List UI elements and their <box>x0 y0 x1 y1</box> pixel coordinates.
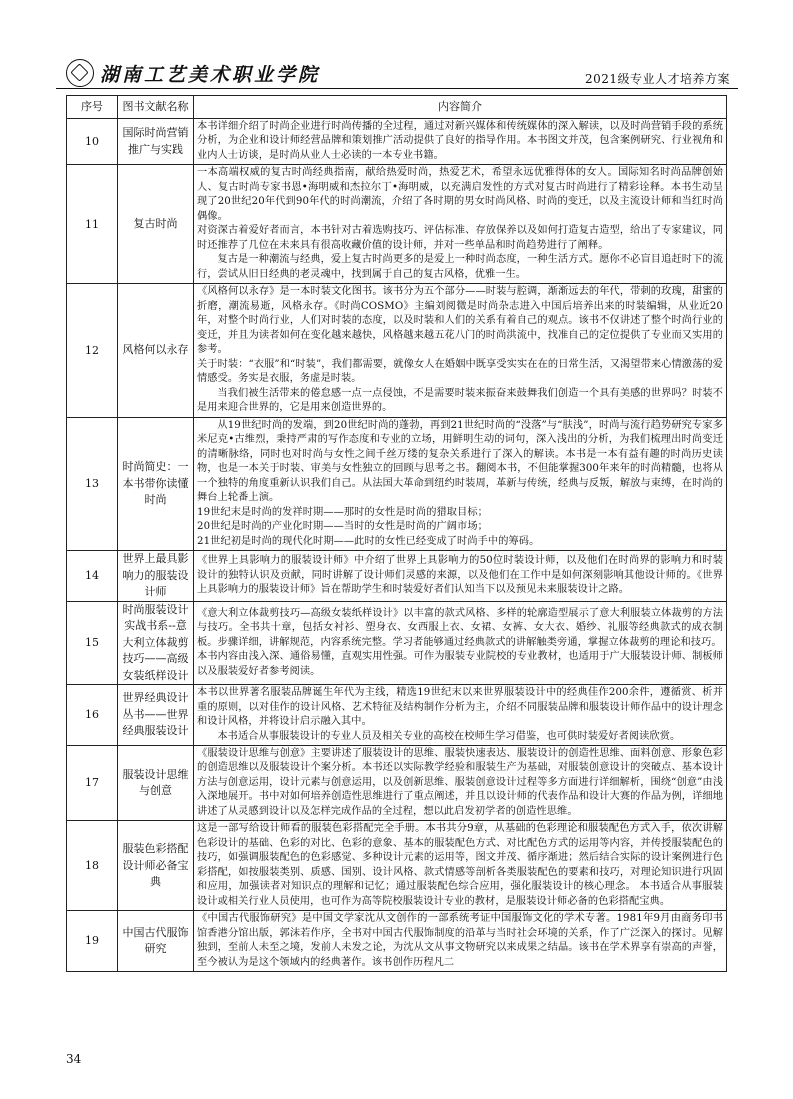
school-logo <box>66 60 320 86</box>
summary-paragraph: 关于时装：“衣服”和“时装”，我们都需要，就像女人在婚姻中既享受实实在在的日常生活，又渴望带来心情激荡的爱情感受。务实是衣服，务虚是时装。 <box>197 358 723 385</box>
page-header <box>56 58 738 90</box>
summary-paragraph: 一本高端权威的复古时尚经典指南，献给热爱时尚，热爱艺术，希望永远优雅得体的女人。国际知名时尚品牌创始人、复古时尚专家书恩•海明威和杰拉尔丁•海明威，以充满启发性的方式对复古时尚进行了精彩诠释。本书生动呈现了20世纪20年代到90年代的时尚潮流，介绍了各时期的男女时尚风格、时尚的变迁，以及主流设计师和当红时尚偶像。 <box>197 167 723 222</box>
school-name: 湖南工艺美术职业学院 <box>100 63 321 86</box>
plan-title: 2021级专业人才培养方案 <box>584 72 730 86</box>
row-number: 11 <box>67 165 118 284</box>
summary-paragraph: 本书适合从事服装设计的专业人员及相关专业的高校在校师生学习借鉴，也可供时装爱好者阅读欣赏。 <box>217 730 681 742</box>
summary-paragraph: 本书详细介绍了时尚企业进行时尚传播的全过程，通过对新兴媒体和传统媒体的深入解读，以及时尚营销手段的系统分析，为企业和设计师经营品牌和策划推广活动提供了良好的指导作用。本书图文并茂，包含案例研究、行业视角和业内人士访谈，是时尚从业人士必读的一本专业书籍。 <box>197 121 723 161</box>
book-summary <box>194 551 727 602</box>
book-summary <box>194 165 727 284</box>
header-rule <box>56 88 738 89</box>
summary-paragraph: 当我们被生活带来的倦怠感一点一点侵蚀，不是需要时装来振奋来鼓舞我们创造一个具有美感的世界吗？时装不是用来迎合世界的，它是用来创造世界的。 <box>197 387 723 414</box>
table-row <box>67 601 727 685</box>
page-number: 34 <box>66 1052 82 1066</box>
summary-paragraph: 从19世纪时尚的发端，到20世纪时尚的蓬勃，再到21世纪时尚的“没落”与“肤浅”，时尚与流行趋势研究专家多米尼克•古维烈，秉持严肃的写作态度和专业的立场，用鲜明生动的词句，深入浅出的分析，为我们梳理出时尚变迁的清晰脉络，同时也对时尚与女性之间千丝万缕的复杂关系进行了深入的解读。本书是一本有益有趣的时尚历史读物，也是一本关于时装、审美与女性独立的回顾与思考之书。翻阅本书，不但能掌握300年来年的时尚精髓，也将从一个独特的角度重新认识我们自己。从法国大革命到纽约时装周，革新与传统，经典与反叛，解放与束缚，在时尚的舞台上轮番上演。 <box>197 419 723 504</box>
row-number: 12 <box>67 284 118 417</box>
table-body <box>67 119 727 972</box>
row-number: 10 <box>67 119 118 165</box>
header-num: 序号 <box>67 96 118 119</box>
summary-paragraph: 对资深古着爱好者而言，本书针对古着选购技巧、评估标准、存放保养以及如何打造复古造型，给出了专家建议，同时还推荐了几位在未来具有很高收藏价值的设计师，并对一些单品和时尚趋势进行了阐释。 <box>197 225 723 251</box>
header-title: 图书文献名称 <box>118 96 194 119</box>
book-summary <box>194 685 727 746</box>
summary-paragraph: 《中国古代服饰研究》是中国文学家沈从文创作的一部系统考证中国服饰文化的学术专著。1981年9月由商务印书馆香港分馆出版，郭沫若作序，全书对中国古代服饰制度的沿革与当时社会环境的关系，作了广泛深入的探讨。见解独到，至前人未至之境，发前人未发之论，为沈从文从事文物研究以来成果之结晶。该书在学术界享有崇高的声誉，至今被认为是这个领域内的经典著作。该书创作历程凡二 <box>197 913 723 968</box>
row-number: 19 <box>67 911 118 972</box>
table-header-row <box>67 96 727 119</box>
row-number: 15 <box>67 601 118 685</box>
table-row <box>67 165 727 284</box>
summary-paragraph: 本书内容由浅入深、通俗易懂，直观实用性强。可作为服装专业院校的专业教材，也适用于广大服装设计师、制板师以及服装爱好者参考阅读。 <box>197 651 723 677</box>
row-number: 14 <box>67 551 118 602</box>
book-title: 风格何以永存 <box>118 284 194 417</box>
summary-paragraph: 《世界上具影响力的服装设计师》中介绍了世界上具影响力的50位时装设计师，以及他们在时尚界的影响力和时装设计的独特认识及贡献，同时讲解了设计师们灵感的来源，以及他们在工作中是如何深刻影响其他设计师的。《世界上具影响力的服装设计师》旨在帮助学生和时装爱好者们认知当下以及预见未来服装设计之路。 <box>197 555 723 596</box>
summary-paragraph: 19世纪末是时尚的发祥时期——那时的女性是时尚的猎取目标； <box>197 506 488 518</box>
book-summary <box>194 119 727 165</box>
summary-paragraph: 21世纪初是时尚的现代化时期——此时的女性已经变成了时尚手中的筹码。 <box>197 535 540 547</box>
summary-paragraph: 本书以世界著名服装品牌诞生年代为主线，精选19世纪末以来世界服装设计中的经典佳作200余件，遵循赏、析并重的原则，以对佳作的设计风格、艺术特征及结构制作分析为主，介绍不同服装品牌和服装设计师作品中的设计理念和设计风格，并将设计启示融入其中。 <box>197 687 723 728</box>
row-number: 17 <box>67 745 118 820</box>
book-title: 服装色彩搭配设计师必备宝典 <box>118 821 194 911</box>
summary-paragraph: 《风格何以永存》是一本时装文化图书。该书分为五个部分——时装与腔调，渐渐远去的年代，带刺的玫瑰，甜蜜的折磨，潮流易逝，风格永存。《时尚COSMO》主编刘阅微是时尚杂志进入中国后培养出来的时装编辑，从业近20年，对整个时尚行业，人们对时装的态度，以及时装和人们的关系有着自己的观点。该书不仅讲述了整个时尚行业的变迁，并且为读者如何在变化越来越快，风格越来越五花八门的时尚洪流中，找准自己的定位提供了专业而又实用的参考。 <box>197 286 723 356</box>
table-row <box>67 745 727 820</box>
school-seal-icon <box>66 59 94 87</box>
summary-paragraph: 《服装设计思维与创意》主要讲述了服装设计的思维、服装快速表达、服装设计的创造性思维、面料创意、形象色彩的创造思维以及服装设计个案分析。本书还以实际教学经验和服装生产为基础，对服装创意设计的突破点、基本设计方法与创意运用，设计元素与创意运用，以及创新思维、服装创意设计过程等多方面进行详细解析，围绕“创意”由浅入深地展开。书中对如何培养创造性思维进行了重点阐述，并且以设计师的代表作品和设计大赛的作品为例，详细地讲述了从灵感到设计以及怎样完成作品的全过程，想以此启发初学者的创造性思维。 <box>197 747 723 817</box>
table-row <box>67 685 727 746</box>
book-summary <box>194 417 727 550</box>
book-title: 时尚服装设计实战书系--意大利立体裁剪技巧——高级女装纸样设计 <box>118 601 194 685</box>
book-title: 国际时尚营销推广与实践 <box>118 119 194 165</box>
row-number: 13 <box>67 417 118 550</box>
book-title: 世界经典设计丛书——世界经典服装设计 <box>118 685 194 746</box>
table-row <box>67 911 727 972</box>
summary-paragraph: 复古是一种潮流与经典，爱上复古时尚更多的是爱上一种时尚态度，一种生活方式。愿你不必盲目追赶时下的流行，尝试从旧日经典的老灵魂中，找到属于自己的复古风格，优雅一生。 <box>197 254 723 280</box>
row-number: 16 <box>67 685 118 746</box>
book-title: 中国古代服饰研究 <box>118 911 194 972</box>
table-row <box>67 821 727 911</box>
book-title: 时尚简史：一本书带你读懂时尚 <box>118 417 194 550</box>
book-title: 世界上最具影响力的服装设计师 <box>118 551 194 602</box>
book-summary <box>194 284 727 417</box>
row-number: 18 <box>67 821 118 911</box>
book-summary <box>194 821 727 911</box>
book-table <box>66 95 727 972</box>
summary-paragraph: 这是一部写给设计师看的服装色彩搭配完全手册。本书共分9章，从基础的色彩理论和服装配色方式入手，依次讲解色彩设计的基础、色彩的对比、色彩的意象、基本的服装配色方式、对比配色方式的运用等内容，并传授服装配色的技巧，如强调服装配色的色彩感觉、多种设计元素的运用等，图文并茂、循序渐进；然后结合实际的设计案例进行色彩搭配，如按服装类别、质感、国别、设计风格、款式情感等剖析各类服装配色的要素和技巧，对理论知识进行巩固和应用，加强读者对知识点的理解和记忆；通过服装配色综合应用，强化服装设计的核心理念。 本书适合从事服装设计或相关行业人员使用，也可作为高等院校服装设计专业的教材，是服装设计师必备的色彩搭配宝典。 <box>197 823 723 907</box>
header-content: 内容简介 <box>194 96 727 119</box>
table-row <box>67 551 727 602</box>
summary-paragraph: 20世纪是时尚的产业化时期——当时的女性是时尚的广阔市场； <box>197 521 488 533</box>
book-title: 服装设计思维与创意 <box>118 745 194 820</box>
book-summary <box>194 601 727 685</box>
table-row <box>67 417 727 550</box>
summary-paragraph: 《意大利立体裁剪技巧—高级女装纸样设计》以丰富的款式风格、多样的轮廓造型展示了意大利服装立体裁剪的方法与技巧。全书共十章，包括女衬衫、塑身衣、女西服上衣、女裙、女裤、女大衣、婚纱、礼服等经典款式的成衣制板。步骤详细，讲解规范，内容系统完整。学习者能够通过经典款式的讲解触类旁通，掌握立体裁剪的理论和技巧。 <box>197 607 723 648</box>
book-summary <box>194 911 727 972</box>
table-row <box>67 119 727 165</box>
book-title: 复古时尚 <box>118 165 194 284</box>
table-row <box>67 284 727 417</box>
book-summary <box>194 745 727 820</box>
